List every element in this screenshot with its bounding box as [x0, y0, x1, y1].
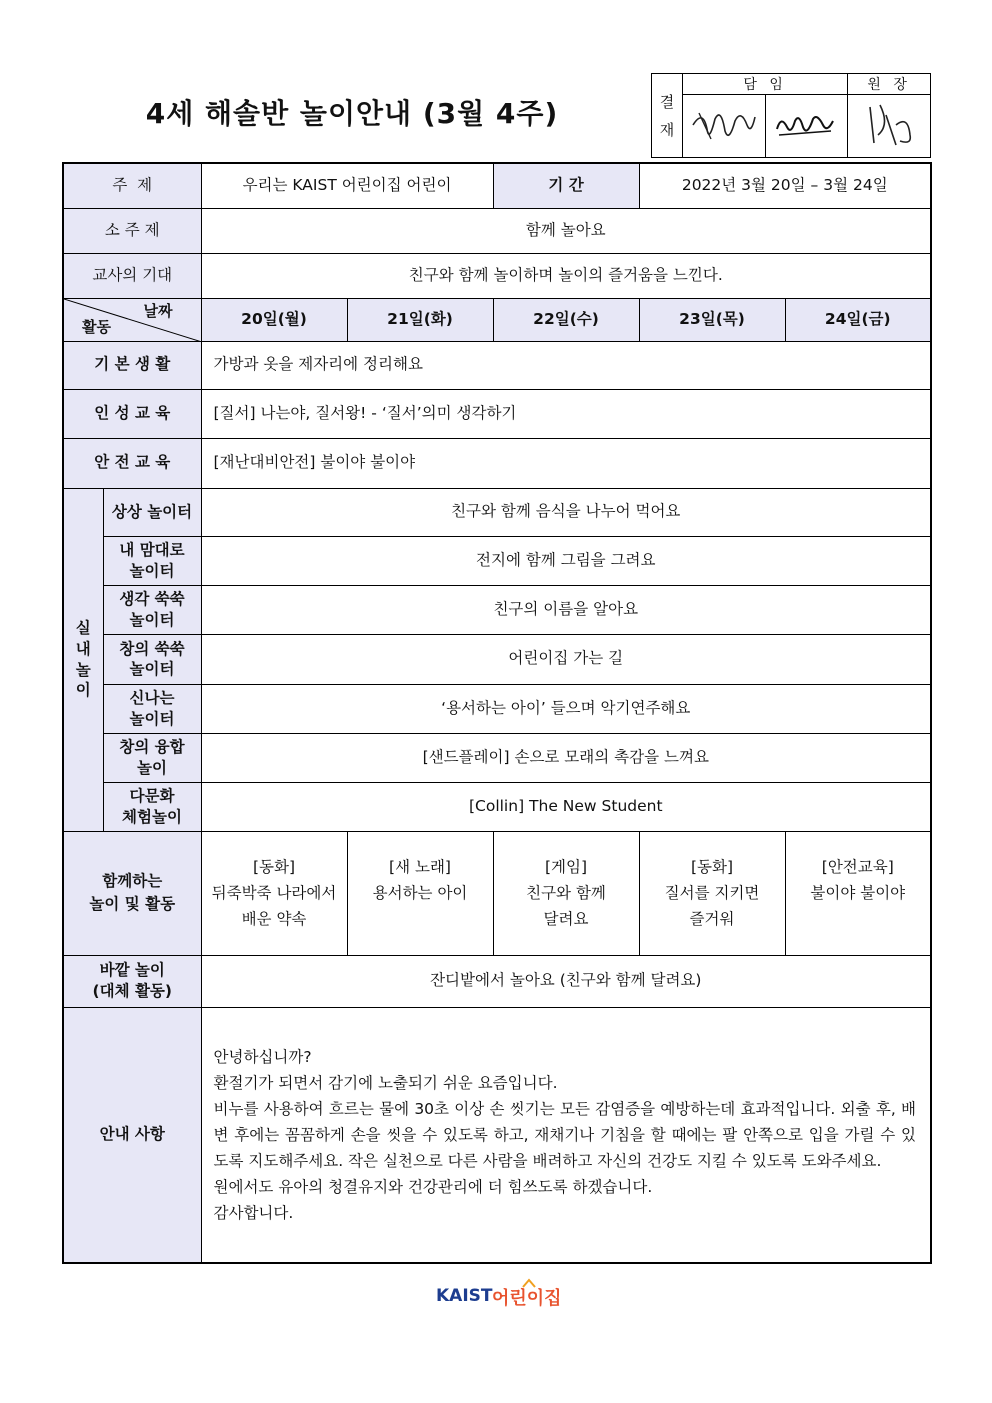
- subject-value: 우리는 KAIST 어린이집 어린이: [201, 163, 493, 208]
- notice-line: 안녕하십니까?: [213, 1047, 312, 1066]
- indoor-play-label: 실 내 놀 이: [63, 488, 103, 831]
- subtopic-value: 함께 놀아요: [201, 208, 931, 253]
- basic-life-value: 가방과 옷을 제자리에 정리해요: [201, 341, 931, 389]
- together-item: [동화] 뒤죽박죽 나라에서 배운 약속: [201, 831, 347, 955]
- notice-line: 원에서도 유아의 청결유지와 건강관리에 더 힘쓰도록 하겠습니다.: [213, 1177, 653, 1196]
- subject-label: 주 제: [63, 163, 201, 208]
- weekly-plan-table: [62, 162, 932, 1264]
- subtopic-label: 소 주 제: [63, 208, 201, 253]
- indoor-activity: 친구의 이름을 알아요: [201, 585, 931, 634]
- indoor-activity: 전지에 함께 그림을 그려요: [201, 536, 931, 585]
- indoor-area: 다문화 체험놀이: [103, 782, 201, 831]
- together-label: 함께하는 놀이 및 활동: [63, 831, 201, 955]
- indoor-area: 상상 놀이터: [103, 488, 201, 536]
- day-header: 20일(월): [201, 298, 347, 341]
- activity-header-label: 활동: [82, 318, 111, 336]
- safety-value: [재난대비안전] 불이야 불이야: [201, 438, 931, 488]
- house-roof-icon: [522, 1278, 536, 1288]
- outdoor-label: 바깥 놀이 (대체 활동): [63, 955, 201, 1007]
- day-header: 23일(목): [639, 298, 785, 341]
- indoor-activity: ‘용서하는 아이’ 들으며 악기연주해요: [201, 684, 931, 733]
- indoor-activity: [샌드플레이] 손으로 모래의 촉감을 느껴요: [201, 733, 931, 782]
- notice-body: [201, 1007, 931, 1263]
- indoor-activity: 어린이집 가는 길: [201, 634, 931, 684]
- notice-line: 환절기가 되면서 감기에 노출되기 쉬운 요즘입니다.: [213, 1073, 558, 1092]
- notice-label: 안내 사항: [63, 1007, 201, 1263]
- notice-line: 비누를 사용하여 흐르는 물에 30초 이상 손 씻기는 모든 감염증을 예방하는데 효과적입니다. 외출 후, 배변 후에는 꼼꼼하게 손을 씻을 수 있도록 하고, 재채기나 기침을 할 때에는 팔 안쪽으로 입을 가릴 수 있도록 지도해주세요. 작은 실천으로 다른 사람을 배려하고 자신의 건강도 지킬 수 있도록 도와주세요.: [213, 1099, 917, 1170]
- approval-director-header: 원 장: [848, 74, 931, 95]
- indoor-area: 생각 쑥쑥 놀이터: [103, 585, 201, 634]
- kaist-daycare-logo: [436, 1278, 566, 1310]
- together-item: [안전교육] 불이야 불이야: [785, 831, 931, 955]
- indoor-area: 내 맘대로 놀이터: [103, 536, 201, 585]
- director-signature: [848, 95, 931, 158]
- teacher-signature-1: [683, 95, 766, 158]
- outdoor-value: 잔디밭에서 놀아요 (친구와 함께 달려요): [201, 955, 931, 1007]
- period-value: 2022년 3월 20일 – 3월 24일: [639, 163, 931, 208]
- together-item: [게임] 친구와 함께 달려요: [493, 831, 639, 955]
- indoor-activity: 친구와 함께 음식을 나누어 먹어요: [201, 488, 931, 536]
- character-value: [질서] 나는야, 질서왕! - ‘질서’의미 생각하기: [201, 389, 931, 438]
- page-title: 4세 해솔반 놀이안내 (3월 4주): [145, 97, 559, 130]
- logo-daycare-chars: 어린이집: [492, 1288, 562, 1309]
- day-header: 22일(수): [493, 298, 639, 341]
- approval-box: [651, 73, 931, 158]
- period-label: 기 간: [493, 163, 639, 208]
- teacher-signature-2: [765, 95, 848, 158]
- signature-mark: [767, 95, 845, 153]
- together-item: [새 노래] 용서하는 아이: [347, 831, 493, 955]
- signature-mark: [685, 95, 763, 153]
- approval-teacher-header: 담 임: [683, 74, 848, 95]
- date-activity-header: [63, 298, 201, 341]
- approval-label: 결 재: [652, 74, 683, 158]
- basic-life-label: 기 본 생 활: [63, 341, 201, 389]
- expectation-label: 교사의 기대: [63, 253, 201, 298]
- indoor-activity: [Collin] The New Student: [201, 782, 931, 831]
- date-header-label: 날짜: [143, 301, 173, 320]
- safety-label: 안 전 교 육: [63, 438, 201, 488]
- character-label: 인 성 교 육: [63, 389, 201, 438]
- signature-mark: [850, 95, 928, 153]
- indoor-area: 창의 쑥쑥 놀이터: [103, 634, 201, 684]
- indoor-area: 창의 융합 놀이: [103, 733, 201, 782]
- indoor-area: 신나는 놀이터: [103, 684, 201, 733]
- expectation-value: 친구와 함께 놀이하며 놀이의 즐거움을 느낀다.: [201, 253, 931, 298]
- day-header: 24일(금): [785, 298, 931, 341]
- logo-kaist-text: KAIST: [436, 1286, 493, 1306]
- day-header: 21일(화): [347, 298, 493, 341]
- notice-line: 감사합니다.: [213, 1203, 294, 1222]
- together-item: [동화] 질서를 지키면 즐거워: [639, 831, 785, 955]
